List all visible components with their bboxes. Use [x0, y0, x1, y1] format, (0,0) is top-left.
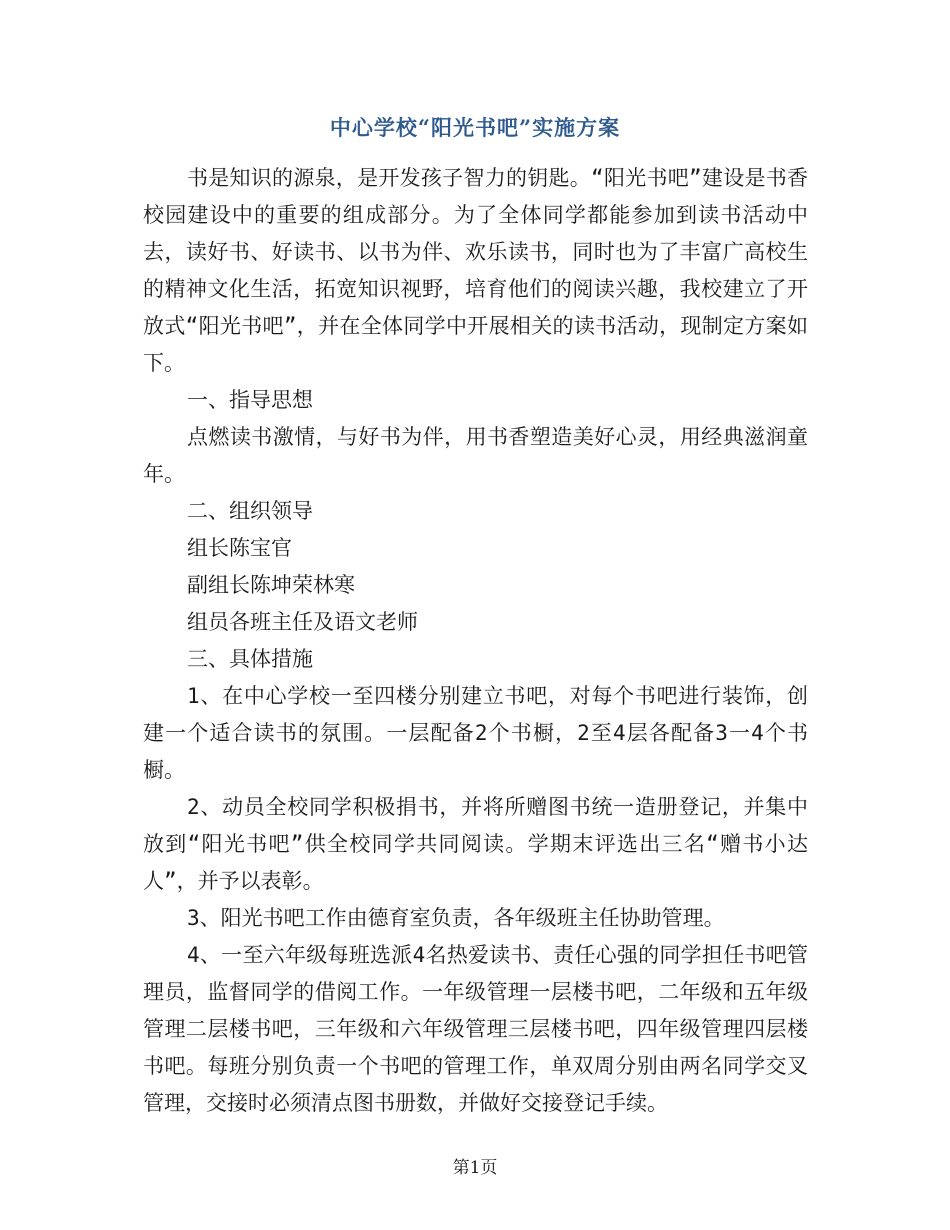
section-heading-guiding-thought: 一、指导思想 [187, 388, 313, 412]
org-members: 组员各班主任及语文老师 [187, 610, 418, 634]
paragraph-guiding-thought: 点燃读书激情，与好书为伴，用书香塑造美好心灵，用经典滋润童年。 [143, 425, 808, 486]
measure-item-2: 2、动员全校同学积极捐书，并将所赠图书统一造册登记，并集中放到“阳光书吧”供全校同学共同阅读。学期末评选出三名“赠书小达人”，并予以表彰。 [143, 795, 808, 893]
document-title: 中心学校“阳光书吧”实施方案 [329, 115, 621, 140]
measure-item-1: 1、在中心学校一至四楼分别建立书吧，对每个书吧进行装饰，创建一个适合读书的氛围。一层配备2个书橱，2至4层各配备3一4个书橱。 [143, 684, 808, 782]
measure-item-4: 4、一至六年级每班选派4名热爱读书、责任心强的同学担任书吧管理员，监督同学的借阅工作。一年级管理一层楼书吧，二年级和五年级管理二层楼书吧，三年级和六年级管理三层楼书吧，四年级管理四层楼书吧。每班分别负责一个书吧的管理工作，单双周分别由两名同学交叉管理，交接时必须清点图书册数，并做好交接登记手续。 [143, 943, 808, 1115]
measure-item-3: 3、阳光书吧工作由德育室负责，各年级班主任协助管理。 [187, 906, 725, 930]
page-number: 第1页 [452, 1158, 498, 1178]
section-heading-organization: 二、组织领导 [187, 499, 313, 523]
org-deputy-leader: 副组长陈坤荣林寒 [187, 573, 355, 597]
paragraph-intro: 书是知识的源泉，是开发孩子智力的钥匙。“阳光书吧”建设是书香校园建设中的重要的组成部分。为了全体同学都能参加到读书活动中去，读好书、好读书、以书为伴、欢乐读书，同时也为了丰富广高校生的精神文化生活，拓宽知识视野，培育他们的阅读兴趣，我校建立了开放式“阳光书吧”，并在全体同学中开展相关的读书活动，现制定方案如下。 [143, 166, 808, 375]
document-body [143, 160, 808, 1122]
org-leader: 组长陈宝官 [187, 536, 292, 560]
section-heading-measures: 三、具体措施 [187, 647, 313, 671]
